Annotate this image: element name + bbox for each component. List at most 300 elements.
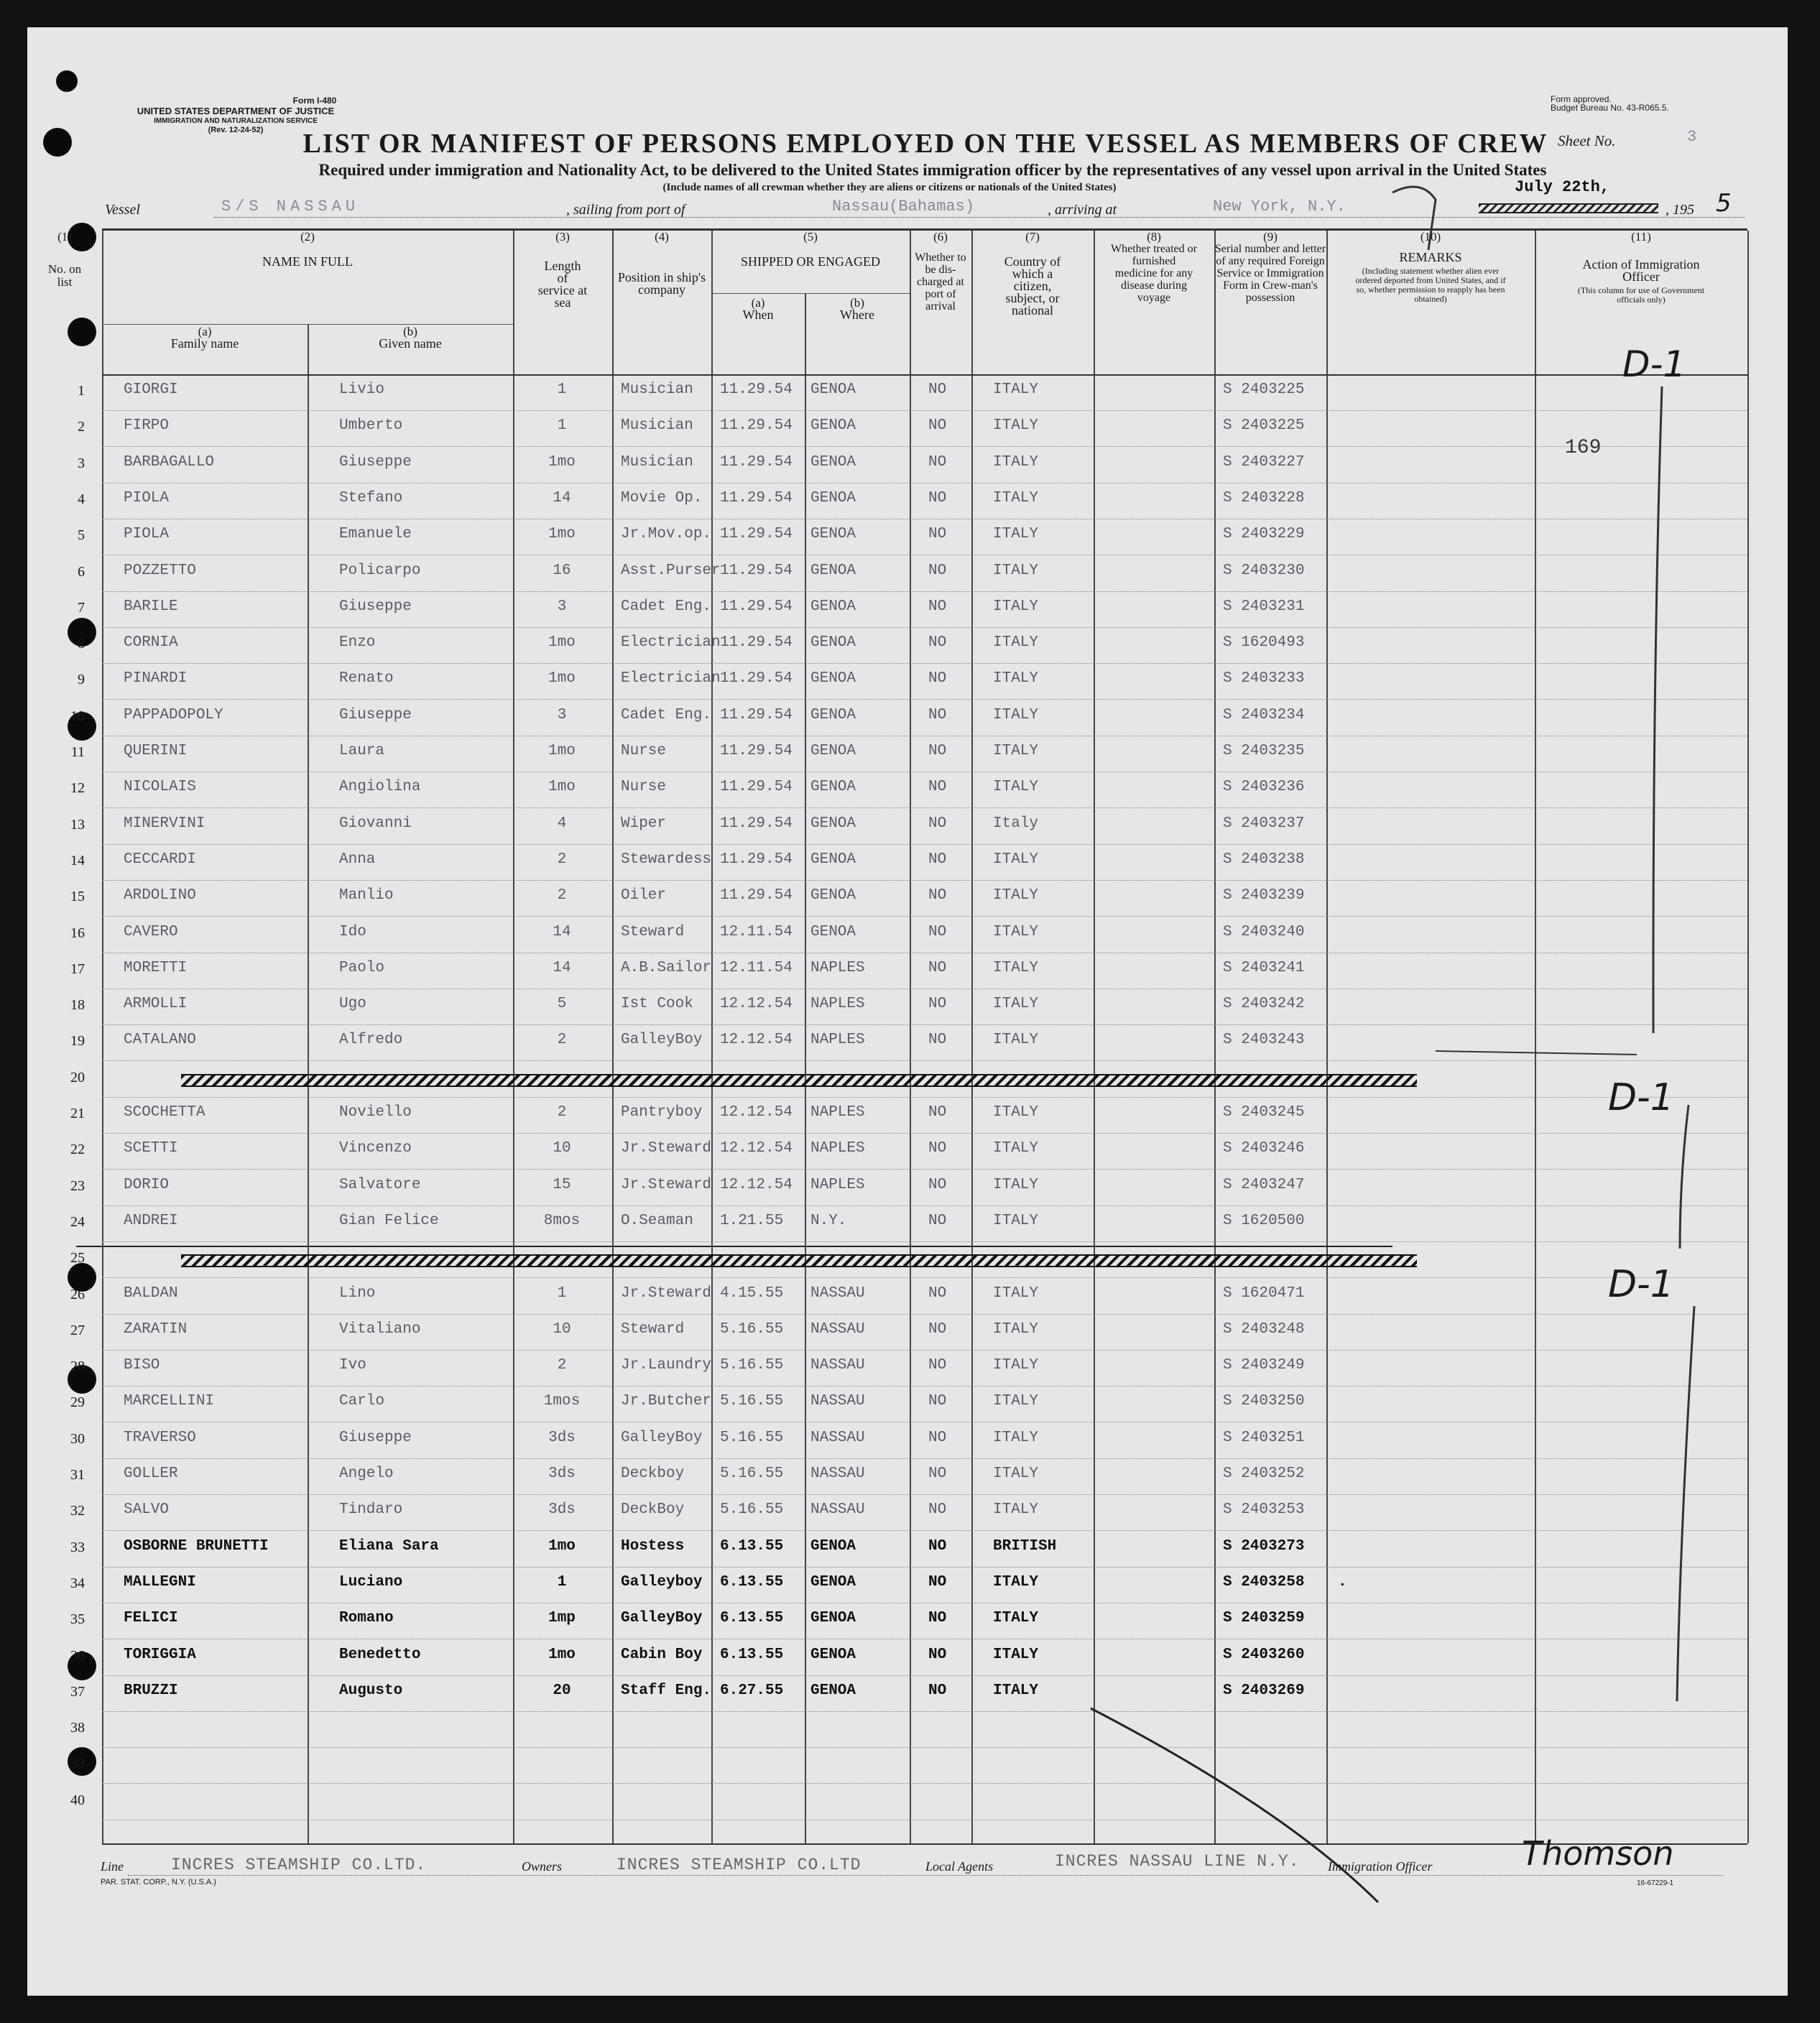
position-cell: Stewardess [621,851,712,868]
discharge-cell: NO [928,1573,947,1591]
row-number: 35 [70,1611,85,1628]
family-name-cell: MORETTI [124,959,188,976]
manifest-page [27,27,1788,1996]
service-cell: 10 [553,1320,571,1338]
row-number: 10 [70,708,85,724]
shipped-when-cell: 11.29.54 [720,743,793,759]
shipped-where-cell: GENOA [810,562,856,579]
family-name-cell: SALVO [124,1501,170,1519]
serial-cell: S 2403250 [1223,1393,1305,1410]
shipped-where-cell: N.Y. [810,1212,847,1229]
action-mark-d1-second: D-1 [1608,1076,1674,1119]
given-name-cell: Paolo [339,959,385,976]
shipped-when-cell: 4.15.55 [720,1284,784,1302]
family-name-cell: NICOLAIS [124,779,196,796]
family-name-cell: PINARDI [124,670,188,688]
row-number: 29 [70,1394,85,1411]
discharge-cell: NO [928,996,947,1013]
service-cell: 1mo [548,453,576,471]
discharge-cell: NO [928,1284,947,1302]
country-cell: ITALY [993,1320,1039,1338]
row-number: 34 [70,1575,85,1591]
position-cell: Oiler [621,887,667,904]
sheet-number-label: Sheet No. [1558,132,1616,149]
position-cell: DeckBoy [621,1501,685,1519]
service-cell: 1 [557,1284,567,1302]
discharge-cell: NO [928,453,947,471]
discharge-cell: NO [928,417,947,435]
discharge-cell: NO [928,851,947,868]
discharge-cell: NO [928,381,947,398]
discharge-cell: NO [928,1357,947,1374]
arriving-port: New York, N.Y. [1213,198,1346,216]
country-cell: ITALY [993,634,1039,652]
service-cell: 1 [557,381,567,398]
family-name-cell: PIOLA [124,526,170,543]
discharge-cell: NO [928,1032,947,1049]
serial-cell: S 2403247 [1223,1176,1305,1193]
discharge-cell: NO [928,634,947,652]
country-cell: ITALY [993,1104,1039,1121]
row-number: 23 [70,1177,85,1194]
country-cell: ITALY [993,1393,1039,1410]
position-cell: Galleyboy [621,1573,703,1591]
service-cell: 3 [557,706,567,723]
row-number: 31 [70,1467,85,1483]
shipped-when-cell: 6.13.55 [720,1646,784,1663]
given-name-cell: Romano [339,1610,394,1627]
row-number: 39 [70,1756,85,1772]
handwritten-bracket-lines [27,27,1788,1996]
given-name-cell: Tindaro [339,1501,403,1519]
shipped-when-cell: 11.29.54 [720,489,793,506]
family-name-cell: FIRPO [124,417,170,435]
serial-cell: S 2403235 [1223,743,1305,759]
family-name-cell: GOLLER [124,1466,178,1482]
year-label: , 195 [1666,202,1694,218]
shipped-when-cell: 5.16.55 [720,1466,784,1482]
shipped-when-cell: 11.29.54 [720,887,793,904]
country-cell: ITALY [993,1032,1039,1049]
service-cell: 1mo [548,743,576,759]
shipped-when-cell: 12.12.54 [720,1176,793,1193]
discharge-cell: NO [928,923,947,940]
given-name-cell: Eliana Sara [339,1537,439,1555]
line-value: INCRES STEAMSHIP CO.LTD. [171,1856,427,1874]
year-handwritten: 5 [1716,189,1732,218]
shipped-where-cell: GENOA [810,417,856,435]
position-cell: GalleyBoy [621,1429,703,1446]
discharge-cell: NO [928,1646,947,1663]
position-cell: Electrician [621,670,721,688]
family-name-cell: CORNIA [124,634,178,652]
col-header-number: (1) No. on list [47,230,82,289]
shipped-where-cell: NASSAU [810,1357,865,1374]
position-cell: A.B.Sailor [621,959,712,976]
position-cell: O.Seaman [621,1212,693,1229]
row-number: 1 [78,383,85,399]
family-name-cell: QUERINI [124,743,188,759]
row-number: 24 [70,1213,85,1230]
shipped-where-cell: GENOA [810,453,856,471]
given-name-cell: Gian Felice [339,1212,439,1229]
col-header-service: (3) Length of service at sea [537,230,588,310]
family-name-cell: PIOLA [124,489,170,506]
col-header-name: (2) NAME IN FULL [262,230,353,269]
shipped-when-cell: 12.11.54 [720,923,793,940]
service-cell: 1mo [548,670,576,688]
given-name-cell: Policarpo [339,562,421,579]
country-cell: ITALY [993,453,1039,471]
shipped-where-cell: NAPLES [810,1140,865,1157]
shipped-where-cell: GENOA [810,526,856,543]
shipped-when-cell: 12.12.54 [720,1032,793,1049]
family-name-cell: BARILE [124,598,178,615]
country-cell: ITALY [993,1610,1039,1627]
country-cell: ITALY [993,526,1039,543]
discharge-cell: NO [928,1537,947,1555]
arriving-at-label: , arriving at [1048,202,1117,218]
shipped-where-cell: NAPLES [810,996,865,1013]
shipped-where-cell: GENOA [810,381,856,398]
owners-label: Owners [522,1859,563,1874]
row-number: 26 [70,1286,85,1302]
col-header-serial: (9) Serial number and letter of any required Foreign Service or Immigration Form in Crew-man's possession [1214,230,1326,304]
shipped-where-cell: NASSAU [810,1393,865,1410]
service-cell: 2 [557,851,567,868]
shipped-where-cell: NASSAU [810,1466,865,1482]
row-number: 22 [70,1142,85,1158]
row-number: 7 [78,599,85,616]
shipped-when-cell: 12.12.54 [720,1140,793,1157]
row-number: 5 [78,527,85,544]
discharge-cell: NO [928,526,947,543]
given-name-cell: Benedetto [339,1646,421,1663]
discharge-cell: NO [928,743,947,759]
row-number: 2 [78,419,85,435]
col-header-shipped: (5) SHIPPED OR ENGAGED [740,230,880,269]
given-name-cell: Giuseppe [339,1429,412,1446]
shipped-where-cell: GENOA [810,706,856,723]
shipped-where-cell: GENOA [810,634,856,652]
row-number: 11 [70,744,85,760]
family-name-cell: SCOCHETTA [124,1104,205,1121]
row-number: 36 [70,1647,85,1664]
country-cell: ITALY [993,1284,1039,1302]
family-name-cell: ANDREI [124,1212,178,1229]
service-cell: 1mos [543,1393,581,1410]
local-agents-value: INCRES NASSAU LINE N.Y. [1055,1852,1300,1871]
position-cell: Musician [621,417,693,435]
discharge-cell: NO [928,1320,947,1338]
shipped-where-cell: GENOA [810,851,856,868]
discharge-cell: NO [928,489,947,506]
remarks-number: 169 [1565,437,1602,459]
serial-cell: S 2403245 [1223,1104,1305,1121]
row-number: 17 [70,960,85,977]
shipped-where-cell: GENOA [810,923,856,940]
row-number: 21 [70,1106,85,1121]
shipped-where-cell: GENOA [810,1610,856,1627]
position-cell: Jr.Mov.op. [621,526,712,543]
service-cell: 2 [557,1104,567,1121]
family-name-cell: BARBAGALLO [124,453,215,471]
serial-cell: S 2403229 [1223,526,1305,543]
service-cell: 20 [553,1682,571,1699]
shipped-where-cell: GENOA [810,670,856,688]
country-cell: ITALY [993,1646,1039,1663]
position-cell: GalleyBoy [621,1032,703,1049]
shipped-where-cell: GENOA [810,815,856,832]
serial-cell: S 2403225 [1223,417,1305,435]
discharge-cell: NO [928,1104,947,1121]
form-instruction: (Include names of all crewman whether they are aliens or citizens or nationals of the United States) [662,182,1117,193]
position-cell: Musician [621,453,693,471]
given-name-cell: Vitaliano [339,1320,421,1338]
service-cell: 14 [553,923,571,940]
family-name-cell: DORIO [124,1176,170,1193]
row-number: 28 [70,1358,85,1375]
position-cell: Cadet Eng. [621,598,712,615]
family-name-cell: OSBORNE BRUNETTI [124,1537,269,1555]
row-number: 4 [78,491,85,507]
shipped-when-cell: 6.13.55 [720,1537,784,1555]
family-name-cell: MINERVINI [124,815,205,832]
serial-cell: S 2403236 [1223,779,1305,796]
department-name: UNITED STATES DEPARTMENT OF JUSTICE [137,106,335,116]
row-number: 18 [70,997,85,1014]
given-name-cell: Lino [339,1284,376,1302]
country-cell: ITALY [993,1682,1039,1699]
position-cell: Staff Eng. [621,1682,712,1699]
discharge-cell: NO [928,598,947,615]
position-cell: Pantryboy [621,1104,703,1121]
col-header-family-name: (a) Family name [170,325,239,351]
discharge-cell: NO [928,887,947,904]
position-cell: Jr.Steward [621,1176,712,1193]
shipped-when-cell: 11.29.54 [720,562,793,579]
shipped-where-cell: GENOA [810,598,856,615]
row-number: 14 [70,852,85,869]
shipped-where-cell: GENOA [810,1646,856,1663]
family-name-cell: SCETTI [124,1140,178,1157]
serial-cell: S 2403230 [1223,562,1305,579]
row-number: 13 [70,816,85,833]
local-agents-label: Local Agents [925,1859,994,1874]
position-cell: Deckboy [621,1466,685,1482]
shipped-where-cell: GENOA [810,1537,856,1555]
shipped-when-cell: 11.29.54 [720,851,793,868]
given-name-cell: Renato [339,670,394,688]
shipped-when-cell: 11.29.54 [720,670,793,688]
given-name-cell: Ido [339,923,366,940]
country-cell: ITALY [993,1429,1039,1446]
discharge-cell: NO [928,562,947,579]
country-cell: ITALY [993,562,1039,579]
row-number: 30 [70,1430,85,1447]
position-cell: Jr.Steward [621,1284,712,1302]
shipped-when-cell: 5.16.55 [720,1320,784,1338]
col-header-country: (7) Country of which a citizen, subject, or national [1004,230,1061,318]
country-cell: ITALY [993,996,1039,1013]
vessel-name: S/S NASSAU [221,198,360,216]
country-cell: ITALY [993,887,1039,904]
service-cell: 1mo [548,1537,576,1555]
shipped-where-cell: GENOA [810,1573,856,1591]
serial-cell: S 2403269 [1223,1682,1305,1699]
given-name-cell: Manlio [339,887,394,904]
discharge-cell: NO [928,959,947,976]
position-cell: Steward [621,1320,685,1338]
row-number: 3 [78,455,85,471]
position-cell: Movie Op. [621,489,703,506]
country-cell: ITALY [993,743,1039,759]
family-name-cell: MARCELLINI [124,1393,215,1410]
discharge-cell: NO [928,1682,947,1699]
sheet-number-value: 3 [1687,128,1697,146]
country-cell: ITALY [993,1501,1039,1519]
officer-signature: Thomson [1522,1834,1674,1873]
country-cell: ITALY [993,1140,1039,1157]
discharge-cell: NO [928,670,947,688]
service-cell: 3 [557,598,567,615]
shipped-when-cell: 6.27.55 [720,1682,784,1699]
family-name-cell: ZARATIN [124,1320,188,1338]
service-cell: 1mo [548,634,576,652]
position-cell: Jr.Butcher [621,1393,712,1410]
col-header-position: (4) Position in ship's company [617,230,706,297]
position-cell: Cadet Eng. [621,706,712,723]
position-cell: Nurse [621,779,667,796]
shipped-when-cell: 12.11.54 [720,959,793,976]
country-cell: ITALY [993,923,1039,940]
col-header-medicine: (8) Whether treated or furnished medicine for any disease during voyage [1111,230,1197,304]
position-cell: Nurse [621,743,667,759]
service-cell: 1 [557,1573,567,1591]
service-cell: 1mp [548,1610,576,1627]
row-number: 8 [78,636,85,652]
discharge-cell: NO [928,1501,947,1519]
given-name-cell: Stefano [339,489,403,506]
serial-cell: S 2403251 [1223,1429,1305,1446]
serial-cell: S 2403238 [1223,851,1305,868]
given-name-cell: Angiolina [339,779,421,796]
row-number: 38 [70,1720,85,1736]
service-cell: 5 [557,996,567,1013]
print-code: 16-67229-1 [1637,1879,1674,1887]
given-name-cell: Noviello [339,1104,412,1121]
shipped-when-cell: 11.29.54 [720,453,793,471]
serial-cell: S 2403237 [1223,815,1305,832]
family-name-cell: TORIGGIA [124,1646,196,1663]
col-header-where: (b) Where [840,296,874,322]
country-cell: ITALY [993,706,1039,723]
shipped-when-cell: 6.13.55 [720,1610,784,1627]
given-name-cell: Emanuele [339,526,412,543]
shipped-where-cell: NASSAU [810,1501,865,1519]
serial-cell: S 2403225 [1223,381,1305,398]
position-cell: Jr.Steward [621,1140,712,1157]
shipped-where-cell: GENOA [810,779,856,796]
given-name-cell: Livio [339,381,385,398]
given-name-cell: Laura [339,743,385,759]
form-revision: (Rev. 12-24-52) [208,126,264,134]
row-number: 19 [70,1033,85,1050]
service-cell: 3ds [548,1466,576,1482]
service-name: IMMIGRATION AND NATURALIZATION SERVICE [154,117,318,125]
given-name-cell: Carlo [339,1393,385,1410]
shipped-where-cell: GENOA [810,743,856,759]
service-cell: 3ds [548,1429,576,1446]
country-cell: ITALY [993,1212,1039,1229]
service-cell: 15 [553,1176,571,1193]
family-name-cell: CECCARDI [124,851,196,868]
service-cell: 14 [553,959,571,976]
shipped-when-cell: 5.16.55 [720,1393,784,1410]
serial-cell: S 2403260 [1223,1646,1305,1663]
given-name-cell: Vincenzo [339,1140,412,1157]
family-name-cell: ARMOLLI [124,996,188,1013]
service-cell: 8mos [543,1212,581,1229]
position-cell: Steward [621,923,685,940]
position-cell: Electrician [621,634,721,652]
form-subtitle: Required under immigration and Nationality Act, to be delivered to the United States immigration officer by the representatives of any vessel upon arrival in the United States [318,161,1547,179]
family-name-cell: BISO [124,1357,160,1374]
service-cell: 1mo [548,779,576,796]
arrival-date: July 22th, [1515,178,1610,196]
discharge-cell: NO [928,815,947,832]
action-mark-d1-first: D-1 [1622,343,1686,385]
serial-cell: S 2403249 [1223,1357,1305,1374]
family-name-cell: CAVERO [124,923,178,940]
row-number: 33 [70,1539,85,1555]
row-number: 15 [70,889,85,905]
family-name-cell: TRAVERSO [124,1429,196,1446]
given-name-cell: Ugo [339,996,366,1013]
shipped-where-cell: NAPLES [810,1176,865,1193]
shipped-where-cell: NASSAU [810,1284,865,1302]
shipped-when-cell: 12.12.54 [720,996,793,1013]
service-cell: 3ds [548,1501,576,1519]
country-cell: ITALY [993,417,1039,435]
serial-cell: S 1620500 [1223,1212,1305,1229]
serial-cell: S 2403231 [1223,598,1305,615]
row-number: 32 [70,1503,85,1519]
shipped-where-cell: GENOA [810,1682,856,1699]
family-name-cell: BRUZZI [124,1682,178,1699]
serial-cell: S 2403242 [1223,996,1305,1013]
serial-cell: S 2403246 [1223,1140,1305,1157]
shipped-when-cell: 11.29.54 [720,417,793,435]
shipped-when-cell: 12.12.54 [720,1104,793,1121]
given-name-cell: Alfredo [339,1032,403,1049]
shipped-when-cell: 11.29.54 [720,706,793,723]
discharge-cell: NO [928,1140,947,1157]
given-name-cell: Luciano [339,1573,403,1591]
row-number: 27 [70,1322,85,1338]
row-number: 25 [70,1250,85,1267]
service-cell: 1mo [548,526,576,543]
shipped-where-cell: NASSAU [810,1320,865,1338]
family-name-cell: FELICI [124,1610,178,1627]
row-number: 16 [70,925,85,941]
country-cell: ITALY [993,959,1039,976]
position-cell: Cabin Boy [621,1646,703,1663]
service-cell: 4 [557,815,567,832]
vessel-label: Vessel [105,202,140,218]
shipped-where-cell: NAPLES [810,959,865,976]
given-name-cell: Angelo [339,1466,394,1482]
